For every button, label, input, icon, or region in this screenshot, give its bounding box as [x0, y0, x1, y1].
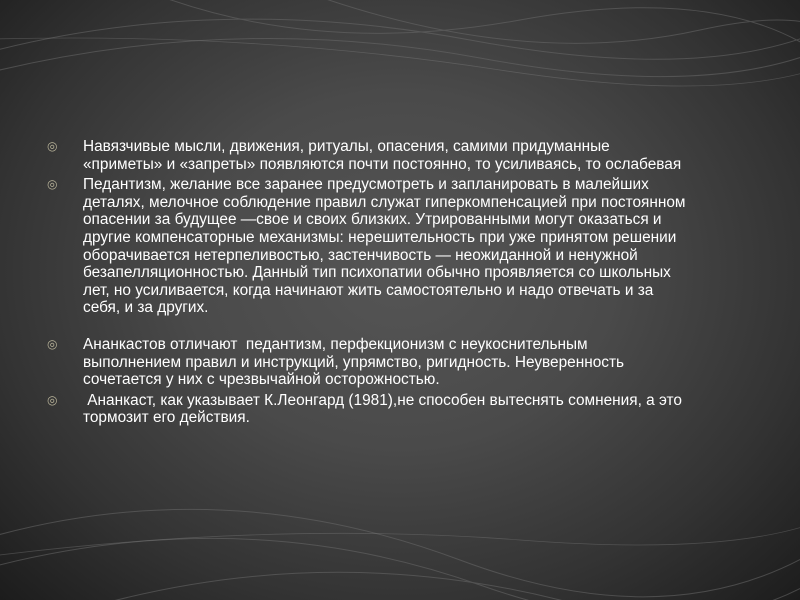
bullet-text: Ананкастов отличают педантизм, перфекционизм с неукоснительным выполнением правил и инструкций, упрямство, ригидность. Неуверенность сочетается у них с чрезвычайной осторожностью.	[83, 335, 629, 389]
bullet-list	[47, 138, 690, 430]
bullet-text: Педантизм, желание все заранее предусмотреть и запланировать в малейших деталях, мелочное соблюдение правил служат гиперкомпенсацией при постоянном опасении за будущее —свое и своих близких. Утрированными могут оказаться и другие компенсаторные механизмы: нерешительность при уже принятом решении оборачивается нетерпеливостью, застенчивость — неожиданной и ненужной безапелляционностью. Данный тип психопатии обычно проявляется со школьных лет, но усиливается, когда начинают жить самостоятельно и надо отвечать и за себя, и за других.	[83, 176, 690, 317]
bullet-text: Ананкаст, как указывает К.Леонгард (1981),не способен вытеснять сомнения, а это тормозит его действия.	[83, 391, 687, 427]
bullet-text: Навязчивые мысли, движения, ритуалы, опасения, самими придуманные «приметы» и «запреты» появляются почти постоянно, то усиливаясь, то ослабевая	[83, 138, 682, 173]
bullet-item-1	[47, 138, 687, 173]
bullet-item-3	[47, 336, 687, 389]
bullet-item-2	[47, 176, 690, 317]
bullet-item-4	[47, 392, 687, 427]
bullet-icon: ◎	[47, 177, 58, 192]
bullet-icon: ◎	[47, 139, 58, 153]
bullet-icon: ◎	[47, 336, 58, 351]
bullet-icon: ◎	[47, 392, 58, 407]
